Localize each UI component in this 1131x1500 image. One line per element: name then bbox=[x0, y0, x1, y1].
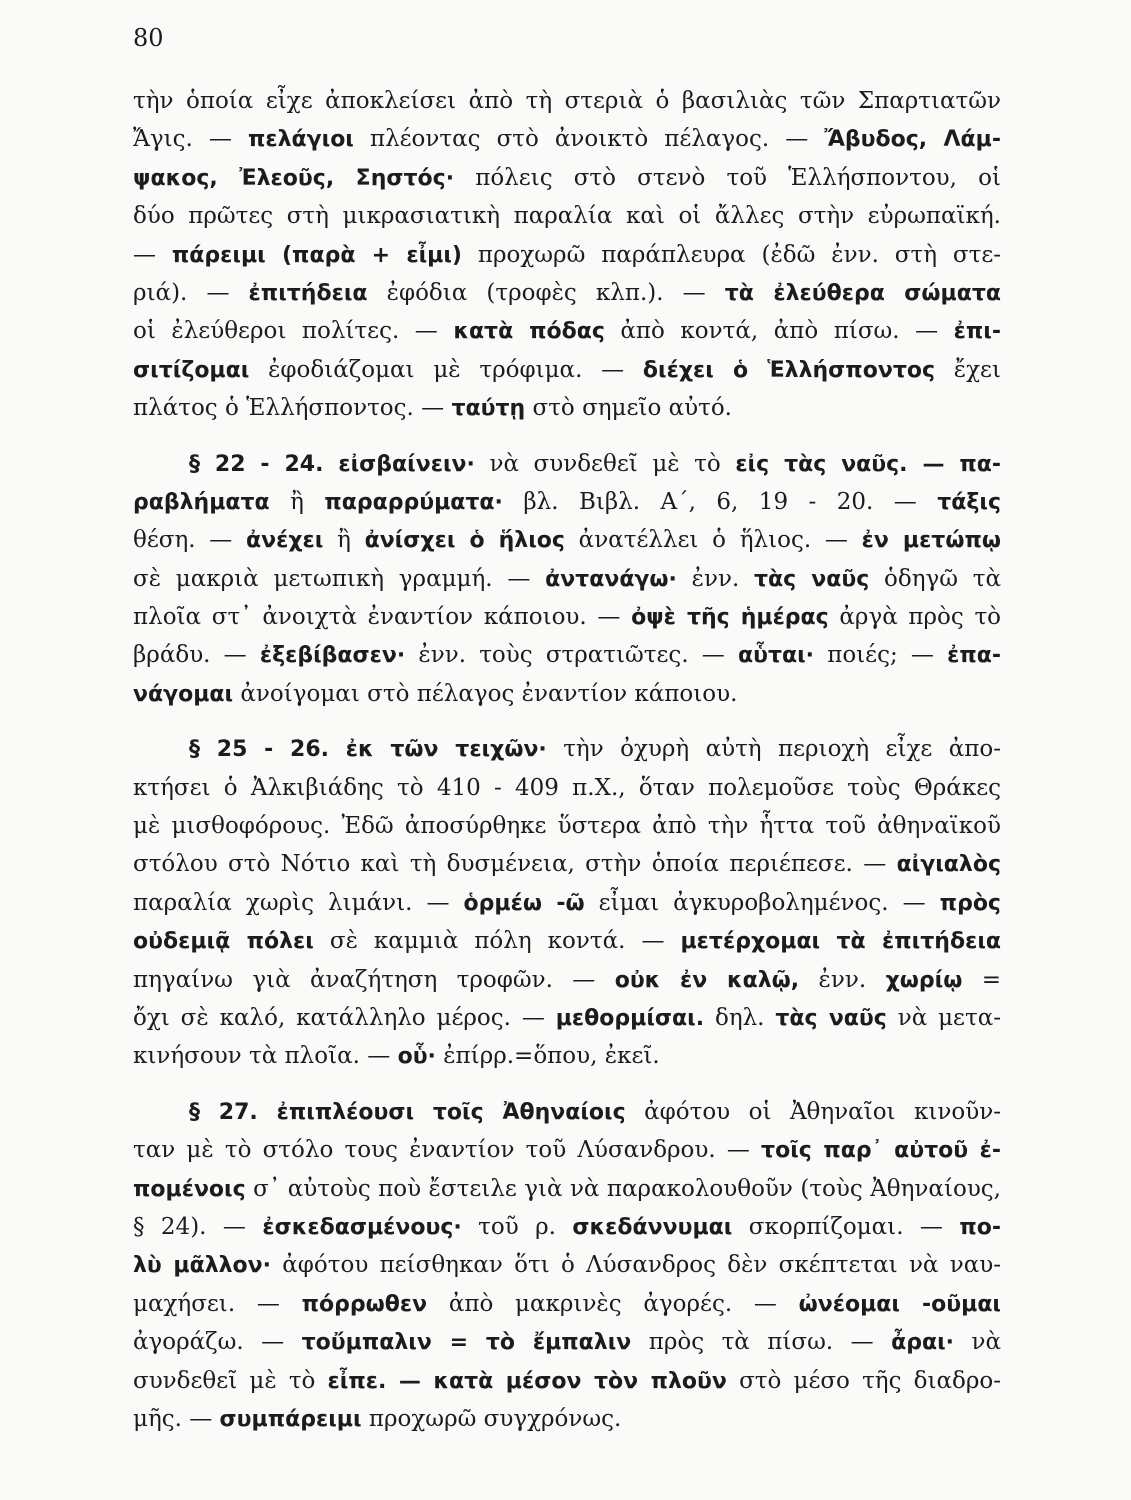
paragraph bbox=[133, 1093, 1001, 1439]
bold-term: συμπάρειμι bbox=[219, 1406, 362, 1432]
bold-term: ἀνέχει bbox=[246, 528, 324, 554]
bold-term: § 27. ἐπιπλέουσι τοῖς Ἀθηναίοις bbox=[189, 1099, 626, 1125]
text-segment: ἐφοδιάζομαι μὲ τρόφιμα. — bbox=[249, 356, 643, 383]
text-segment: στόλου στὸ Νότιο καὶ τὴ δυσμένεια, στὴν ὁποία περιέπεσε. — bbox=[133, 851, 897, 878]
text-line bbox=[133, 274, 1001, 312]
text-segment: ὁδηγῶ τὰ bbox=[869, 565, 1001, 592]
text-line bbox=[133, 1093, 1001, 1131]
text-segment: τὴν ὁποία εἶχε ἀποκλείσει ἀπὸ τὴ στεριὰ ὁ βασιλιὰς τῶν Σπαρτιατῶν bbox=[133, 88, 1001, 114]
text-segment: θέση. — bbox=[133, 527, 246, 554]
bold-term: παραρρύματα· bbox=[324, 489, 503, 515]
text-segment: — bbox=[133, 241, 172, 268]
text-line bbox=[133, 1170, 1001, 1208]
text-segment: ἢ bbox=[323, 527, 365, 554]
text-line bbox=[133, 1400, 1001, 1438]
bold-term: χωρίῳ bbox=[885, 967, 963, 993]
paragraph bbox=[133, 445, 1001, 714]
bold-term: οὗ· bbox=[397, 1044, 436, 1070]
text-segment: στὸ μέσο τῆς διαδρο- bbox=[726, 1367, 1001, 1394]
bold-term: Ἄβυδος, Λάμ- bbox=[824, 127, 1001, 153]
text-segment: ριά). — bbox=[133, 279, 249, 306]
bold-term: τὰ ἐλεύθερα σώματα bbox=[724, 280, 1001, 306]
text-line bbox=[133, 1362, 1001, 1400]
text-segment: ἐφόδια (τροφὲς κλπ.). — bbox=[367, 279, 725, 306]
text-segment: ἀργὰ πρὸς τὸ bbox=[828, 604, 1001, 631]
text-line bbox=[133, 769, 1001, 807]
text-segment: πλάτος ὁ Ἑλλήσποντος. — bbox=[133, 395, 452, 422]
text-segment: κτήσει ὁ Ἀλκιβιάδης τὸ 410 - 409 π.Χ., ὅταν πολεμοῦσε τοὺς Θράκες bbox=[133, 774, 1001, 801]
text-segment: ὄχι σὲ καλό, κατάλληλο μέρος. — bbox=[133, 1004, 556, 1031]
text-segment: νὰ μετα- bbox=[886, 1004, 1001, 1031]
text-segment: ἐνν. bbox=[676, 565, 754, 592]
text-segment: μαχήσει. — bbox=[133, 1290, 302, 1317]
page-number: 80 bbox=[133, 24, 164, 52]
bold-term: ἐπι- bbox=[953, 319, 1001, 345]
text-line bbox=[133, 159, 1001, 197]
text-line bbox=[133, 560, 1001, 598]
text-line bbox=[133, 445, 1001, 483]
bold-term: ἆραι· bbox=[891, 1330, 955, 1356]
text-line bbox=[133, 598, 1001, 636]
text-line bbox=[133, 961, 1001, 999]
bold-term: αἰγιαλὸς bbox=[896, 852, 1001, 878]
bold-term: οὐδεμιᾷ πόλει bbox=[133, 929, 314, 955]
bold-term: κατὰ πόδας bbox=[453, 319, 605, 345]
text-segment: πλέοντας στὸ ἀνοικτὸ πέλαγος. — bbox=[353, 126, 825, 153]
text-segment: βράδυ. — bbox=[133, 642, 260, 669]
text-segment: πόλεις στὸ στενὸ τοῦ Ἑλλήσποντου, οἱ bbox=[454, 164, 1001, 191]
bold-term: εἰς τὰς ναῦς. — πα- bbox=[735, 451, 1001, 477]
bold-term: λὺ μᾶλλον· bbox=[133, 1253, 271, 1279]
bold-term: μετέρχομαι τὰ ἐπιτήδεια bbox=[680, 929, 1001, 955]
bold-term: πελάγιοι bbox=[247, 127, 354, 153]
bold-term: ὠνέομαι -οῦμαι bbox=[798, 1291, 1001, 1317]
text-segment: οἱ ἐλεύθεροι πολίτες. — bbox=[133, 318, 454, 345]
text-line bbox=[133, 999, 1001, 1037]
text-line bbox=[133, 675, 1001, 713]
bold-term: τὰς ναῦς bbox=[775, 1005, 887, 1031]
bold-term: ἐσκεδασμένους· bbox=[262, 1214, 462, 1240]
text-line bbox=[133, 351, 1001, 389]
text-segment: σκορπίζομαι. — bbox=[732, 1213, 960, 1240]
bold-term: πόρρωθεν bbox=[301, 1291, 428, 1317]
paragraph bbox=[133, 730, 1001, 1076]
text-segment: νὰ bbox=[954, 1329, 1001, 1356]
text-segment: δύο πρῶτες στὴ μικρασιατικὴ παραλία καὶ οἱ ἄλλες στὴν εὐρωπαϊκή. bbox=[133, 203, 1001, 230]
bold-term: ἐξεβίβασεν· bbox=[259, 643, 406, 669]
text-line bbox=[133, 1208, 1001, 1246]
bold-term: πομένοις bbox=[133, 1176, 246, 1202]
text-segment: τοῦ ρ. bbox=[461, 1213, 573, 1240]
text-segment: ποιές; — bbox=[814, 642, 948, 669]
bold-term: σιτίζομαι bbox=[133, 357, 250, 383]
text-segment: βλ. Βιβλ. Α΄, 6, 19 - 20. — bbox=[502, 488, 938, 515]
bold-term: § 25 - 26. ἐκ τῶν τειχῶν· bbox=[189, 737, 547, 763]
bold-term: αὗται· bbox=[737, 643, 815, 669]
text-segment: σὲ καμμιὰ πόλη κοντά. — bbox=[313, 928, 681, 955]
text-segment: ἢ bbox=[269, 488, 325, 515]
text-segment: Ἄγις. — bbox=[133, 126, 248, 153]
text-segment: πλοῖα στ᾽ ἀνοιχτὰ ἐναντίον κάποιου. — bbox=[133, 604, 632, 631]
bold-term: πο- bbox=[959, 1214, 1001, 1240]
text-segment: σ᾽ αὐτοὺς ποὺ ἔστειλε γιὰ νὰ παρακολουθοῦν (τοὺς Ἀθηναίους, bbox=[245, 1175, 1001, 1202]
text-segment: μῆς. — bbox=[133, 1405, 220, 1432]
text-line bbox=[133, 82, 1001, 120]
text-line bbox=[133, 312, 1001, 350]
text-segment: εἶμαι ἀγκυροβολημένος. — bbox=[584, 889, 940, 916]
text-segment: προχωρῶ παράπλευρα (ἐδῶ ἐνν. στὴ στε- bbox=[461, 241, 1001, 268]
bold-term: ἐν μετώπῳ bbox=[861, 528, 1001, 554]
text-line bbox=[133, 197, 1001, 235]
bold-term: οὐκ ἐν καλῷ, bbox=[614, 967, 800, 993]
text-line bbox=[133, 807, 1001, 845]
bold-term: ἀντανάγω· bbox=[545, 566, 677, 592]
text-line bbox=[133, 730, 1001, 768]
text-line bbox=[133, 1246, 1001, 1284]
text-segment: ἔχει bbox=[935, 356, 1001, 383]
text-line bbox=[133, 1037, 1001, 1075]
text-line bbox=[133, 236, 1001, 274]
text-line bbox=[133, 922, 1001, 960]
text-segment: ἀνοίγομαι στὸ πέλαγος ἐναντίον κάποιου. bbox=[233, 680, 738, 707]
text-line bbox=[133, 1323, 1001, 1361]
text-line bbox=[133, 120, 1001, 158]
text-segment: ἐνν. bbox=[799, 966, 886, 993]
bold-term: νάγομαι bbox=[133, 681, 234, 707]
text-segment: συνδεθεῖ μὲ τὸ bbox=[133, 1367, 328, 1394]
text-segment: στὸ σημεῖο αὐτό. bbox=[525, 395, 732, 422]
bold-term: εἶπε. — κατὰ μέσον τὸν πλοῦν bbox=[327, 1368, 727, 1394]
text-line bbox=[133, 1131, 1001, 1169]
bold-term: τὰς ναῦς bbox=[754, 566, 870, 592]
text-segment: πηγαίνω γιὰ ἀναζήτηση τροφῶν. — bbox=[133, 966, 615, 993]
bold-term: πάρειμι (παρὰ + εἶμι) bbox=[171, 242, 462, 268]
bold-term: § 22 - 24. εἰσβαίνειν· bbox=[189, 451, 475, 477]
bold-term: ἀνίσχει ὁ ἥλιος bbox=[364, 528, 565, 554]
bold-term: μεθορμίσαι. bbox=[555, 1005, 705, 1031]
bold-term: πρὸς bbox=[939, 890, 1001, 916]
text-segment: = bbox=[962, 966, 1001, 993]
text-segment: μὲ μισθοφόρους. Ἐδῶ ἀποσύρθηκε ὕστερα ἀπὸ τὴν ἧττα τοῦ ἀθηναϊκοῦ bbox=[133, 813, 1001, 840]
text-line bbox=[133, 845, 1001, 883]
bold-term: τάξις bbox=[937, 489, 1001, 515]
text-segment: παραλία χωρὶς λιμάνι. — bbox=[133, 889, 464, 916]
text-segment: σὲ μακριὰ μετωπικὴ γραμμή. — bbox=[133, 565, 546, 592]
text-line bbox=[133, 483, 1001, 521]
text-line bbox=[133, 521, 1001, 559]
bold-term: ἐπα- bbox=[947, 643, 1001, 669]
bold-term: τοὔμπαλιν = τὸ ἔμπαλιν bbox=[301, 1330, 632, 1356]
bold-term: ὁρμέω -ῶ bbox=[463, 890, 585, 916]
text-segment: κινήσουν τὰ πλοῖα. — bbox=[133, 1043, 398, 1070]
text-line bbox=[133, 636, 1001, 674]
text-segment: ἐπίρρ.=ὅπου, ἐκεῖ. bbox=[435, 1043, 660, 1070]
text-segment: πρὸς τὰ πίσω. — bbox=[631, 1329, 892, 1356]
text-segment: τὴν ὀχυρὴ αὐτὴ περιοχὴ εἶχε ἀπο- bbox=[546, 736, 1001, 763]
text-segment: § 24). — bbox=[133, 1213, 263, 1240]
bold-term: ἐπιτήδεια bbox=[248, 280, 368, 306]
text-segment: ἀπὸ κοντά, ἀπὸ πίσω. — bbox=[604, 318, 954, 345]
text-segment: ἀφότου οἱ Ἀθηναῖοι κινοῦν- bbox=[625, 1098, 1001, 1125]
text-segment: νὰ συνδεθεῖ μὲ τὸ bbox=[474, 450, 736, 477]
text-segment: ταν μὲ τὸ στόλο τους ἐναντίον τοῦ Λύσανδρου. — bbox=[133, 1137, 762, 1164]
bold-term: ταύτῃ bbox=[451, 396, 526, 422]
bold-term: διέχει ὁ Ἑλλήσποντος bbox=[642, 357, 936, 383]
paragraph bbox=[133, 82, 1001, 428]
commentary-text bbox=[133, 82, 1001, 1438]
text-line bbox=[133, 1285, 1001, 1323]
bold-term: ραβλήματα bbox=[133, 489, 270, 515]
text-segment: δηλ. bbox=[704, 1004, 776, 1031]
text-segment: ἐνν. τοὺς στρατιῶτες. — bbox=[405, 642, 738, 669]
text-segment: ἀγοράζω. — bbox=[133, 1329, 302, 1356]
text-segment: ἀνατέλλει ὁ ἥλιος. — bbox=[564, 527, 862, 554]
text-segment: προχωρῶ συγχρόνως. bbox=[361, 1405, 622, 1432]
bold-term: ψακος, Ἐλεοῦς, Σηστός· bbox=[133, 165, 455, 191]
text-segment: ἀπὸ μακρινὲς ἀγορές. — bbox=[427, 1290, 799, 1317]
bold-term: ὀψὲ τῆς ἡμέρας bbox=[631, 605, 829, 631]
text-segment: ἀφότου πείσθηκαν ὅτι ὁ Λύσανδρος δὲν σκέπτεται νὰ ναυ- bbox=[271, 1252, 1001, 1279]
bold-term: σκεδάννυμαι bbox=[572, 1214, 733, 1240]
text-line bbox=[133, 389, 1001, 427]
bold-term: τοῖς παρ᾽ αὐτοῦ ἐ- bbox=[761, 1138, 1001, 1164]
text-line bbox=[133, 884, 1001, 922]
